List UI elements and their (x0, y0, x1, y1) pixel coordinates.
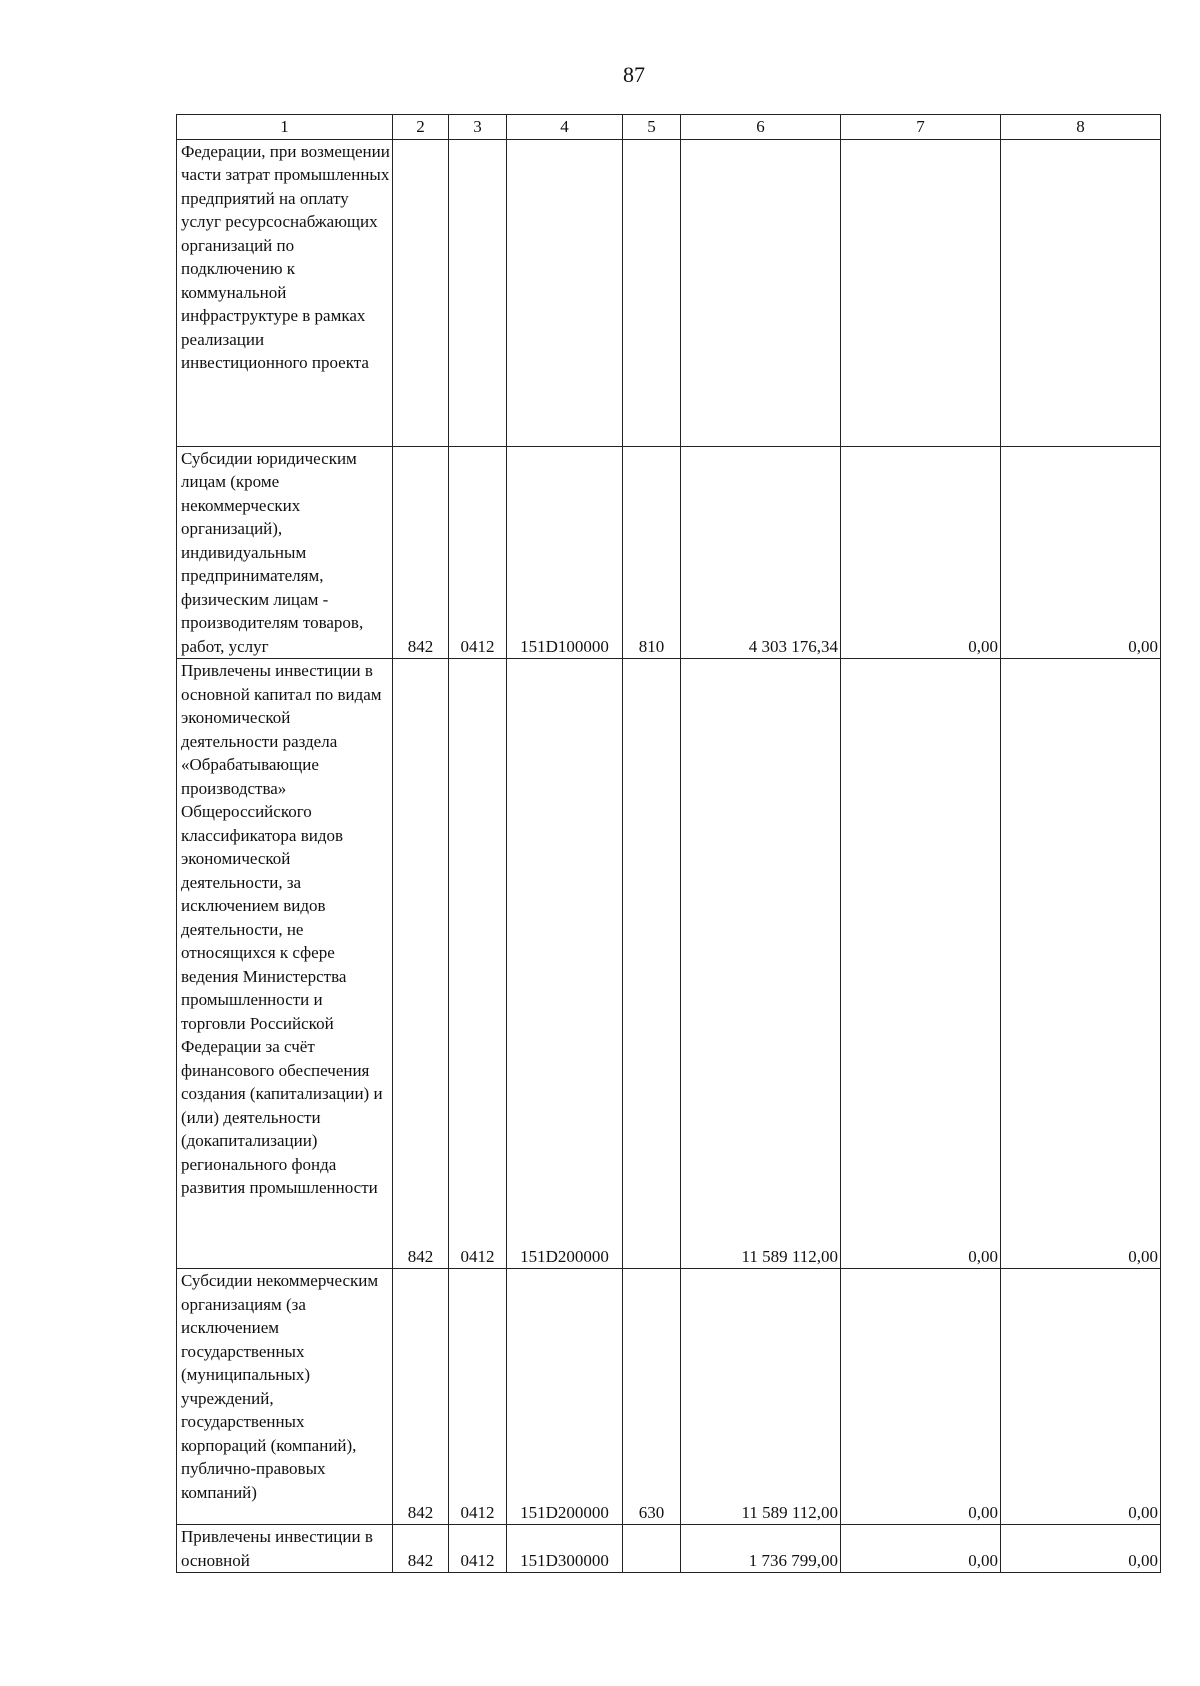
header-cell: 3 (449, 115, 507, 140)
row-name: Привлечены инвестиции в основной капитал по видам экономической деятельности раздела «Обрабатывающие производства» Общероссийского классификатора видов экономической деятельности, за исключением видов деятельности, не относящихся к сфере ведения Министерства промышленности и торговли Российской Федерации за счёт финансового обеспечения создания (капитализации) и (или) деятельности (докапитализации) регионального фонда развития промышленности (181, 661, 383, 1197)
cell-amount-col6: 1 736 799,00 (681, 1525, 841, 1573)
cell-amount-col8 (1001, 139, 1161, 446)
cell-section-code (449, 139, 507, 446)
cell-target-article: 151D300000 (507, 1525, 623, 1573)
cell-expense-type (623, 659, 681, 1269)
cell-expense-type: 810 (623, 446, 681, 659)
table-row (177, 659, 1161, 1269)
row-name-cell (177, 1525, 393, 1573)
row-name-cell (177, 446, 393, 659)
cell-amount-col7: 0,00 (841, 1525, 1001, 1573)
cell-amount-col7 (841, 139, 1001, 446)
budget-table (176, 114, 1161, 1573)
cell-amount-col6 (681, 139, 841, 446)
cell-expense-type (623, 1525, 681, 1573)
table-row (177, 1525, 1161, 1573)
cell-amount-col7: 0,00 (841, 1269, 1001, 1525)
cell-amount-col8: 0,00 (1001, 446, 1161, 659)
cell-amount-col6: 11 589 112,00 (681, 659, 841, 1269)
cell-section-code: 0412 (449, 659, 507, 1269)
header-cell: 5 (623, 115, 681, 140)
row-name-cell (177, 139, 393, 446)
cell-amount-col8: 0,00 (1001, 659, 1161, 1269)
header-cell: 1 (177, 115, 393, 140)
header-cell: 7 (841, 115, 1001, 140)
row-name-cell (177, 659, 393, 1269)
cell-ministry-code (393, 139, 449, 446)
row-name: Федерации, при возмещении части затрат промышленных предприятий на оплату услуг ресурсоснабжающих организаций по подключению к коммунальной инфраструктуре в рамках реализации инвестиционного проекта (181, 141, 390, 372)
row-name-cell (177, 1269, 393, 1525)
table-row (177, 139, 1161, 446)
cell-section-code: 0412 (449, 1269, 507, 1525)
cell-section-code: 0412 (449, 446, 507, 659)
row-name: Субсидии некоммерческим организациям (за исключением государственных (муниципальных) учреждений, государственных корпораций (компаний), публично-правовых компаний) (181, 1271, 379, 1502)
cell-ministry-code: 842 (393, 446, 449, 659)
cell-amount-col7: 0,00 (841, 659, 1001, 1269)
header-cell: 6 (681, 115, 841, 140)
header-cell: 8 (1001, 115, 1161, 140)
cell-expense-type (623, 139, 681, 446)
cell-expense-type: 630 (623, 1269, 681, 1525)
cell-ministry-code: 842 (393, 1525, 449, 1573)
cell-target-article (507, 139, 623, 446)
header-cell: 4 (507, 115, 623, 140)
cell-ministry-code: 842 (393, 1269, 449, 1525)
cell-amount-col6: 4 303 176,34 (681, 446, 841, 659)
row-name: Субсидии юридическим лицам (кроме некоммерческих организаций), индивидуальным предпринимателям, физическим лицам - производителям товаров, работ, услуг (181, 448, 364, 656)
row-name: Привлечены инвестиции в основной (181, 1527, 373, 1570)
cell-amount-col6: 11 589 112,00 (681, 1269, 841, 1525)
cell-amount-col8: 0,00 (1001, 1269, 1161, 1525)
cell-target-article: 151D200000 (507, 1269, 623, 1525)
cell-section-code: 0412 (449, 1525, 507, 1573)
cell-target-article: 151D200000 (507, 659, 623, 1269)
cell-target-article: 151D100000 (507, 446, 623, 659)
cell-amount-col8: 0,00 (1001, 1525, 1161, 1573)
page-number: 87 (623, 62, 645, 87)
table-row (177, 446, 1161, 659)
table-row (177, 1269, 1161, 1525)
header-cell: 2 (393, 115, 449, 140)
cell-ministry-code: 842 (393, 659, 449, 1269)
header-row (177, 115, 1161, 140)
cell-amount-col7: 0,00 (841, 446, 1001, 659)
